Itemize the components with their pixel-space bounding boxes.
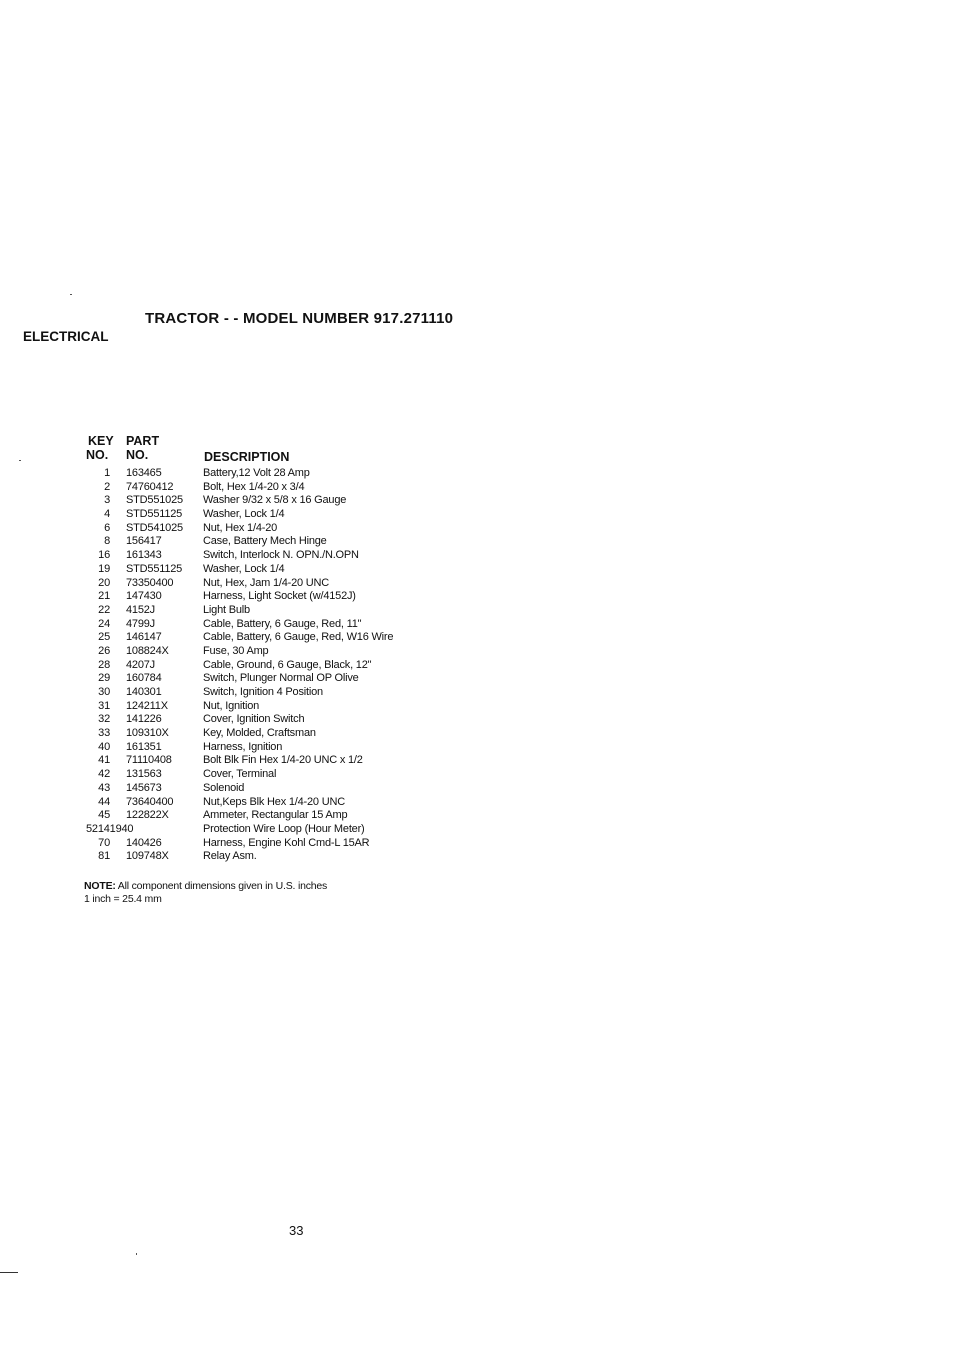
key-cell: 1 <box>104 467 110 479</box>
description-cell: Nut, Hex 1/4-20 <box>203 521 278 534</box>
description-cell: Bolt, Hex 1/4-20 x 3/4 <box>203 480 305 493</box>
part-header-top: PART <box>126 434 160 448</box>
description-cell: Harness, Engine Kohl Cmd-L 15AR <box>203 836 370 849</box>
key-cell: 25 <box>98 631 110 644</box>
part-number-cell: 52141940 <box>86 822 134 835</box>
part-number-cell: 109310X <box>126 727 169 740</box>
note-text: All component dimensions given in U.S. inches <box>115 880 328 892</box>
scan-mark <box>70 294 72 295</box>
key-cell: 3 <box>104 494 110 507</box>
key-cell: 42 <box>98 768 110 781</box>
part-number-cell: 146147 <box>126 631 162 644</box>
part-header-bottom: NO. <box>126 448 149 462</box>
description-cell: Relay Asm. <box>203 850 257 863</box>
description-cell: Ammeter, Rectangular 15 Amp <box>203 809 348 822</box>
key-cell: 21 <box>98 590 110 603</box>
key-cell: 32 <box>98 713 110 726</box>
part-number-cell: 163465 <box>126 467 162 479</box>
description-cell: Bolt Blk Fin Hex 1/4-20 UNC x 1/2 <box>203 754 363 767</box>
description-cell: Cover, Terminal <box>203 768 277 781</box>
scan-mark <box>136 1253 137 1255</box>
description-cell: Solenoid <box>203 781 245 794</box>
part-number-cell: 4207J <box>126 658 155 671</box>
part-number-cell: 108824X <box>126 644 169 657</box>
description-cell: Key, Molded, Craftsman <box>203 727 316 740</box>
part-number-cell: 147430 <box>126 590 162 603</box>
key-cell: 2 <box>104 480 110 493</box>
part-number-cell: 71110408 <box>126 754 172 767</box>
section-heading: ELECTRICAL <box>23 329 109 344</box>
part-number-cell: 140426 <box>126 836 162 849</box>
key-cell: 28 <box>98 658 110 671</box>
description-cell: Washer, Lock 1/4 <box>203 508 285 521</box>
description-header: DESCRIPTION <box>204 450 290 464</box>
description-cell: Fuse, 30 Amp <box>203 644 269 657</box>
key-cell: 41 <box>98 754 110 767</box>
page-title: TRACTOR - - MODEL NUMBER 917.271110 <box>145 310 454 327</box>
key-cell: 30 <box>98 686 110 698</box>
key-header-bottom: NO. <box>86 448 109 462</box>
part-number-cell: 4152J <box>126 603 155 616</box>
part-number-cell: STD551125 <box>126 508 183 521</box>
part-number-cell: 122822X <box>126 809 169 822</box>
description-cell: Switch, Plunger Normal OP Olive <box>203 672 359 685</box>
part-number-cell: 109748X <box>126 850 169 863</box>
key-cell: 6 <box>104 521 110 534</box>
key-cell: 70 <box>98 836 110 849</box>
description-cell: Cover, Ignition Switch <box>203 713 305 726</box>
part-number-cell: 131563 <box>126 768 162 781</box>
note-conversion: 1 inch = 25.4 mm <box>84 893 162 905</box>
key-cell: 19 <box>98 562 110 575</box>
part-number-cell: 73640400 <box>126 795 174 808</box>
description-cell: Switch, Ignition 4 Position <box>203 686 323 698</box>
part-number-cell: 124211X <box>126 699 168 712</box>
description-cell: Cable, Battery, 6 Gauge, Red, 11" <box>203 617 362 630</box>
key-cell: 8 <box>104 535 110 548</box>
description-cell: Cable, Ground, 6 Gauge, Black, 12" <box>203 658 372 671</box>
description-cell: Light Bulb <box>203 603 250 616</box>
scan-mark <box>19 460 21 461</box>
part-number-cell: 161343 <box>126 549 162 562</box>
part-number-cell: 156417 <box>126 535 162 548</box>
part-number-cell: 161351 <box>126 740 162 753</box>
key-cell: 31 <box>98 699 110 712</box>
part-number-cell: 160784 <box>126 672 162 685</box>
note-label: NOTE: <box>84 880 116 892</box>
description-cell: Washer, Lock 1/4 <box>203 562 285 575</box>
key-cell: 43 <box>98 781 110 794</box>
part-number-cell: STD551125 <box>126 562 183 575</box>
key-cell: 16 <box>98 549 110 562</box>
description-cell: Nut, Hex, Jam 1/4-20 UNC <box>203 576 330 589</box>
part-number-cell: 141226 <box>126 713 162 726</box>
key-header-top: KEY <box>88 434 114 448</box>
description-cell: Nut,Keps Blk Hex 1/4-20 UNC <box>203 795 345 808</box>
scan-mark <box>0 1272 18 1273</box>
key-cell: 29 <box>98 672 110 685</box>
key-cell: 40 <box>98 740 110 753</box>
key-cell: 24 <box>98 617 110 630</box>
description-cell: Harness, Light Socket (w/4152J) <box>203 590 356 603</box>
page-number: 33 <box>289 1223 304 1238</box>
part-number-cell: STD541025 <box>126 521 183 534</box>
description-cell: Case, Battery Mech Hinge <box>203 535 327 548</box>
key-cell: 26 <box>98 644 110 657</box>
part-number-cell: 74760412 <box>126 480 174 493</box>
part-number-cell: 140301 <box>126 686 162 698</box>
description-cell: Cable, Battery, 6 Gauge, Red, W16 Wire <box>203 631 394 644</box>
part-number-cell: 145673 <box>126 781 162 794</box>
key-cell: 22 <box>98 603 110 616</box>
description-cell: Nut, Ignition <box>203 699 260 712</box>
description-cell: Battery,12 Volt 28 Amp <box>203 467 310 479</box>
description-cell: Washer 9/32 x 5/8 x 16 Gauge <box>203 494 347 507</box>
note <box>84 880 327 906</box>
part-number-cell: 4799J <box>126 617 155 630</box>
description-cell: Harness, Ignition <box>203 740 283 753</box>
key-cell: 33 <box>98 727 110 740</box>
key-cell: 20 <box>98 576 110 589</box>
key-cell: 4 <box>104 508 110 521</box>
key-cell: 81 <box>98 850 110 863</box>
key-cell: 45 <box>98 809 110 822</box>
key-cell: 44 <box>98 795 110 808</box>
description-cell: Protection Wire Loop (Hour Meter) <box>203 822 365 835</box>
description-cell: Switch, Interlock N. OPN./N.OPN <box>203 549 359 562</box>
part-number-cell: STD551025 <box>126 494 183 507</box>
part-number-cell: 73350400 <box>126 576 174 589</box>
